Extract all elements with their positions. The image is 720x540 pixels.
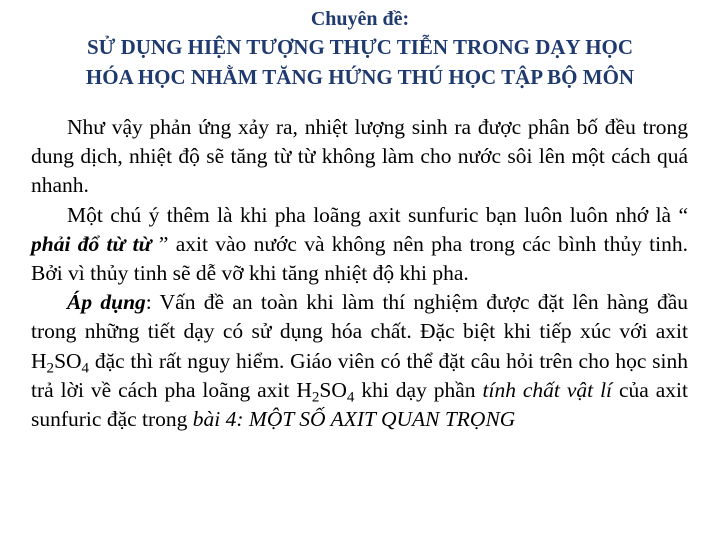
paragraph-3 — [31, 288, 688, 434]
paragraph-3-text-a: : Vấn đề an toàn khi làm thí nghiệm được đặt lên hàng đầu trong những tiết dạy có sử dụng hóa chất. Đặc biệt khi tiếp xúc với axit H — [31, 290, 688, 373]
topic-heading: Chuyên đề: — [310, 8, 410, 30]
paragraph-2-text-b: ” axit vào nước và không nên pha trong các bình thủy tinh. Bởi vì thủy tinh sẽ dễ vỡ khi tăng nhiệt độ khi pha. — [31, 231, 689, 286]
title-line-1: SỬ DỤNG HIỆN TƯỢNG THỰC TIỄN TRONG DẠY HỌC — [86, 35, 634, 59]
paragraph-2-emphasis: phải đổ từ từ — [31, 231, 152, 256]
subscript-2: 2 — [46, 360, 55, 377]
subscript-2b: 2 — [311, 389, 320, 406]
paragraph-3-text-f: của axit sunfuric đặc trong — [31, 377, 688, 432]
title-block — [0, 6, 720, 92]
paragraph-3-text-e: khi dạy phần — [354, 377, 483, 402]
paragraph-2 — [31, 201, 688, 289]
title-line-2: HÓA HỌC NHẰM TĂNG HỨNG THÚ HỌC TẬP BỘ MÔN — [85, 65, 635, 89]
body-text — [31, 113, 688, 434]
paragraph-3-text-b: SO — [54, 348, 82, 373]
paragraph-3-italic-1: tính chất vật lí — [482, 377, 613, 402]
paragraph-3-text-d: SO — [319, 377, 347, 402]
paragraph-1: Như vậy phản ứng xảy ra, nhiệt lượng sinh ra được phân bố đều trong dung dịch, nhiệt độ sẽ tăng từ từ không làm cho nước sôi lên một cách quá nhanh. — [31, 115, 688, 198]
subscript-4: 4 — [81, 360, 90, 377]
subscript-4b: 4 — [346, 389, 355, 406]
paragraph-3-text-c: đặc thì rất nguy hiểm. Giáo viên có thể đặt câu hỏi trên cho học sinh trả lời về cách pha loãng axit H — [31, 348, 688, 402]
paragraph-2-text-a: Một chú ý thêm là khi pha loãng axit sunfuric bạn luôn luôn nhớ là “ — [67, 202, 688, 227]
paragraph-3-italic-2: bài 4: MỘT SỐ AXIT QUAN TRỌNG — [192, 407, 516, 432]
apply-label: Áp dụng — [67, 290, 146, 315]
